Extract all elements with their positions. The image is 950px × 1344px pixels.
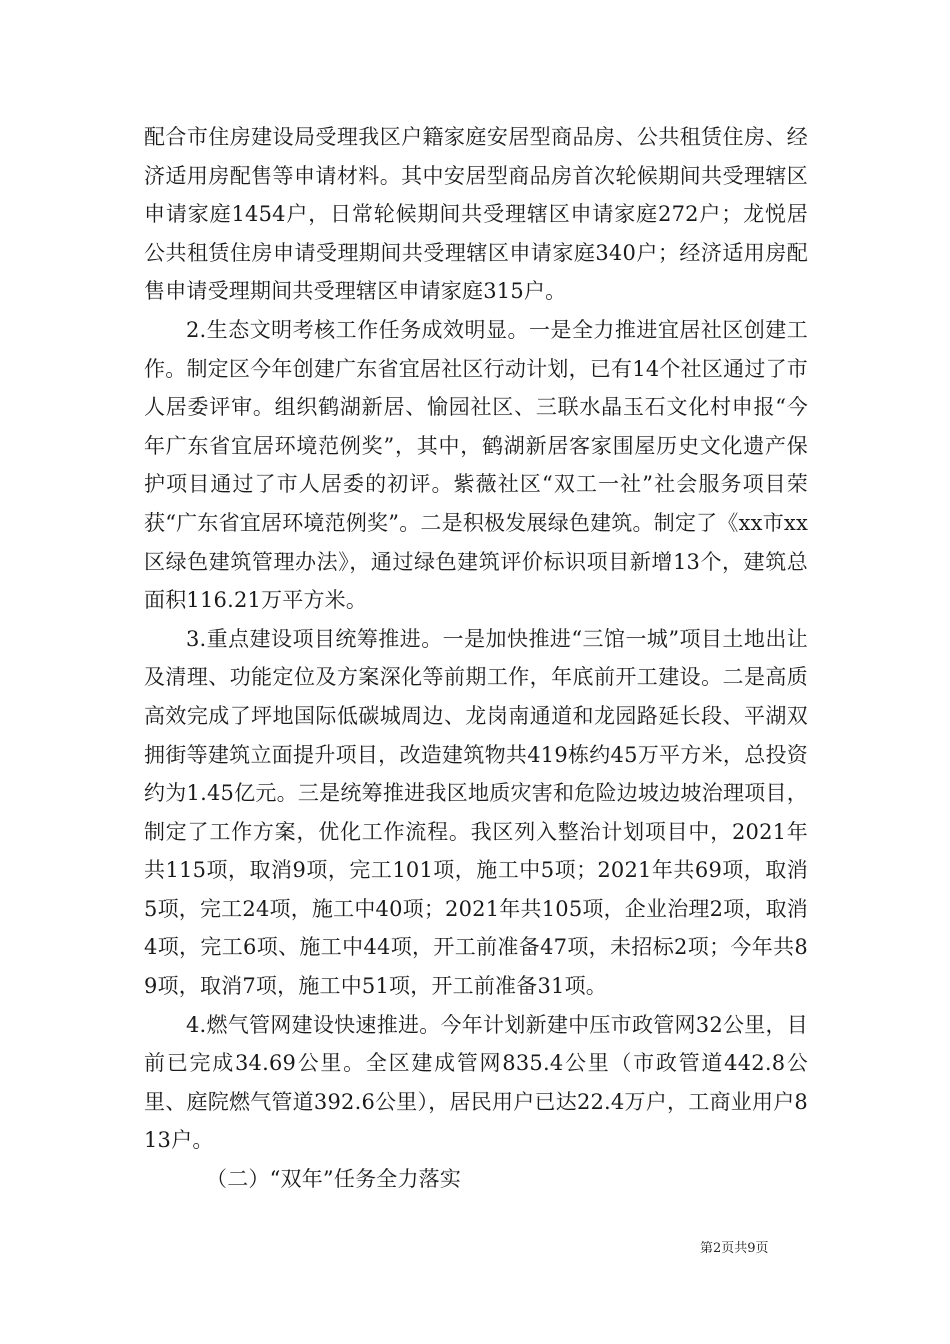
section-subheading: （二）“双年”任务全力落实 [206, 1167, 462, 1192]
paragraph-key-projects: 3.重点建设项目统筹推进。一是加快推进“三馆一城”项目土地出让及清理、功能定位及方案深化等前期工作，年底前开工建设。二是高质高效完成了坪地国际低碳城周边、龙岗南通道和龙园路延长段、平湖双拥街等建筑立面提升项目，改造建筑物共419栋约45万平方米，总投资约为1.45亿元。三是统筹推进我区地质灾害和危险边坡边坡治理项目，制定了工作方案，优化工作流程。我区列入整治计划项目中，2021年共115项，取消9项，完工101项，施工中5项；2021年共69项，取消5项，完工24项，施工中40项；2021年共105项，企业治理2项，取消4项，完工6项、施工中44项，开工前准备47项，未招标2项；今年共89项，取消7项，施工中51项，开工前准备31项。 [144, 626, 808, 999]
paragraph-ecological-civilization: 2.生态文明考核工作任务成效明显。一是全力推进宜居社区创建工作。制定区今年创建广东省宜居社区行动计划，已有14个社区通过了市人居委评审。组织鹤湖新居、愉园社区、三联水晶玉石文化村申报“今年广东省宜居环境范例奖”，其中，鹤湖新居客家围屋历史文化遗产保护项目通过了市人居委的初评。紫薇社区“双工一社”社会服务项目荣获“广东省宜居环境范例奖”。二是积极发展绿色建筑。制定了《xx市xx区绿色建筑管理办法》，通过绿色建筑评价标识项目新增13个，建筑总面积116.21万平方米。 [144, 317, 808, 613]
paragraph-housing-applications: 配合市住房建设局受理我区户籍家庭安居型商品房、公共租赁住房、经济适用房配售等申请材料。其中安居型商品房首次轮候期间共受理辖区申请家庭1454户，日常轮候期间共受理辖区申请家庭272户；龙悦居公共租赁住房申请受理期间共受理辖区申请家庭340户；经济适用房配售申请受理期间共受理辖区申请家庭315户。 [144, 125, 808, 304]
page-number-footer: 第2页共9页 [700, 1241, 769, 1256]
paragraph-gas-pipeline: 4.燃气管网建设快速推进。今年计划新建中压市政管网32公里，目前已完成34.69公里。全区建成管网835.4公里（市政管道442.8公里、庭院燃气管道392.6公里），居民用户已达22.4万户，工商业用户813户。 [144, 1012, 808, 1153]
document-body [144, 118, 808, 1199]
